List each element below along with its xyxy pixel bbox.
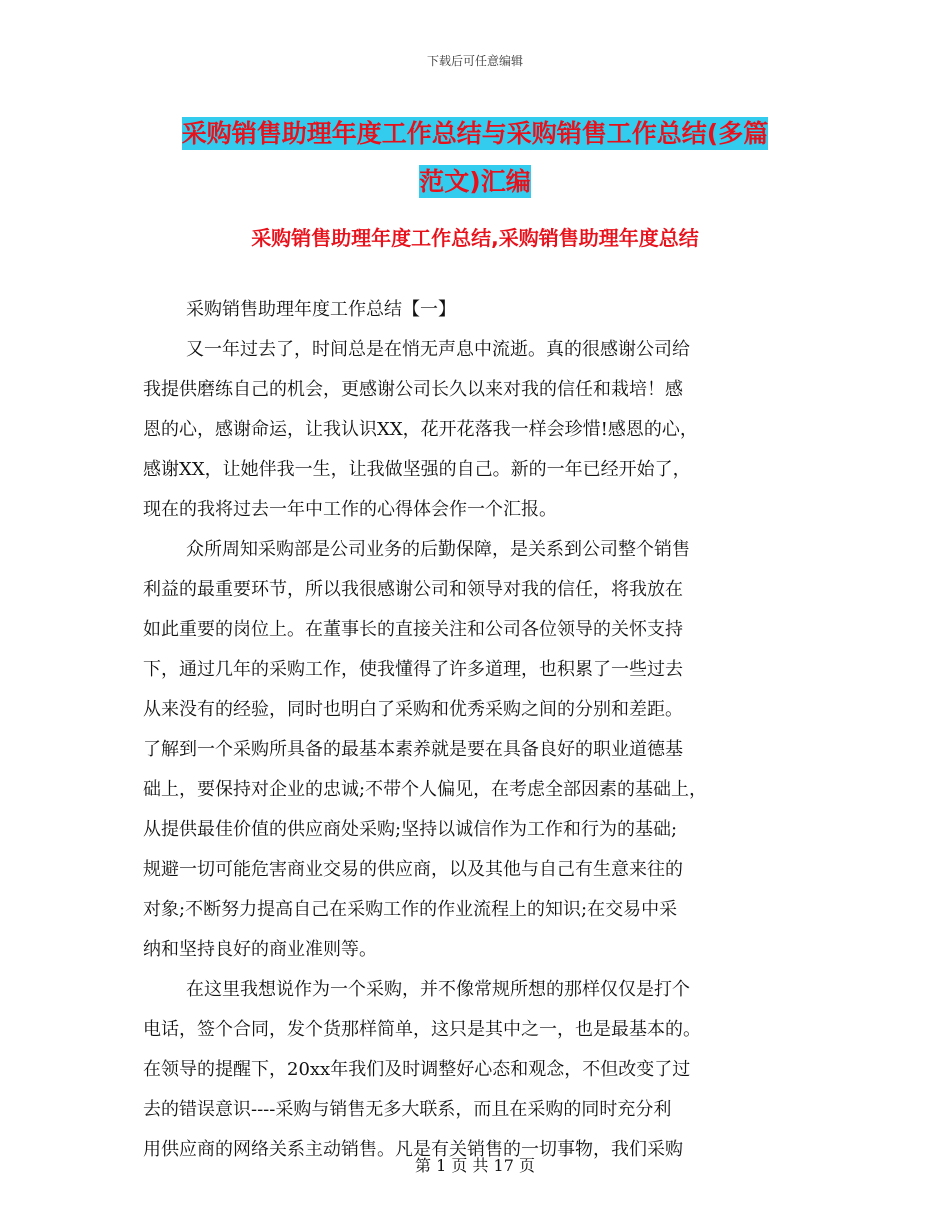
section-heading: 采购销售助理年度工作总结【一】 bbox=[186, 299, 456, 320]
paragraph-line: 感谢XX，让她伴我一生，让我做坚强的自己。新的一年已经开始了， bbox=[143, 459, 691, 480]
paragraph-line: 规避一切可能危害商业交易的供应商，以及其他与自己有生意来往的 bbox=[143, 859, 683, 880]
document-title bbox=[120, 110, 830, 206]
paragraph-line: 在这里我想说作为一个采购，并不像常规所想的那样仅仅是打个 bbox=[186, 979, 690, 1000]
paragraph-line: 纳和坚持良好的商业准则等。 bbox=[143, 939, 377, 960]
paragraph-line: 对象;不断努力提高自己在采购工作的作业流程上的知识;在交易中采 bbox=[143, 899, 678, 920]
paragraph-line: 用供应商的网络关系主动销售。凡是有关销售的一切事物，我们采购 bbox=[143, 1139, 683, 1160]
paragraph-line: 础上，要保持对企业的忠诚;不带个人偏见，在考虑全部因素的基础上， bbox=[143, 779, 708, 800]
document-body bbox=[143, 290, 823, 1170]
paragraph-line: 从来没有的经验，同时也明白了采购和优秀采购之间的分别和差距。 bbox=[143, 699, 683, 720]
paragraph-line: 电话，签个合同，发个货那样简单，这只是其中之一，也是最基本的。 bbox=[143, 1019, 701, 1040]
paragraph-line: 现在的我将过去一年中工作的心得体会作一个汇报。 bbox=[143, 499, 557, 520]
document-title-line-1: 采购销售助理年度工作总结与采购销售工作总结(多篇 bbox=[181, 119, 769, 148]
paragraph-line: 如此重要的岗位上。在董事长的直接关注和公司各位领导的关怀支持 bbox=[143, 619, 683, 640]
paragraph-line: 我提供磨练自己的机会，更感谢公司长久以来对我的信任和栽培！感 bbox=[143, 379, 683, 400]
paragraph-line: 恩的心，感谢命运，让我认识XX，花开花落我一样会珍惜!感恩的心， bbox=[143, 419, 698, 440]
page-number-footer: 第 1 页 共 17 页 bbox=[415, 1156, 535, 1175]
section-title: 采购销售助理年度工作总结,采购销售助理年度总结 bbox=[251, 226, 699, 250]
paragraph-line: 又一年过去了，时间总是在悄无声息中流逝。真的很感谢公司给 bbox=[186, 339, 690, 360]
paragraph-line: 去的错误意识----采购与销售无多大联系，而且在采购的同时充分利 bbox=[143, 1099, 672, 1120]
paragraph-line: 利益的最重要环节，所以我很感谢公司和领导对我的信任，将我放在 bbox=[143, 579, 683, 600]
paragraph-line: 了解到一个采购所具备的最基本素养就是要在具备良好的职业道德基 bbox=[143, 739, 683, 760]
paragraph-line: 在领导的提醒下，20xx年我们及时调整好心态和观念，不但改变了过 bbox=[143, 1059, 691, 1080]
paragraph-line: 下，通过几年的采购工作，使我懂得了许多道理，也积累了一些过去 bbox=[143, 659, 683, 680]
document-title-line-2: 范文)汇编 bbox=[419, 167, 531, 196]
page-header-note: 下载后可任意编辑 bbox=[426, 54, 523, 68]
paragraph-line: 从提供最佳价值的供应商处采购;坚持以诚信作为工作和行为的基础; bbox=[143, 819, 678, 840]
paragraph-line: 众所周知采购部是公司业务的后勤保障，是关系到公司整个销售 bbox=[186, 539, 690, 560]
